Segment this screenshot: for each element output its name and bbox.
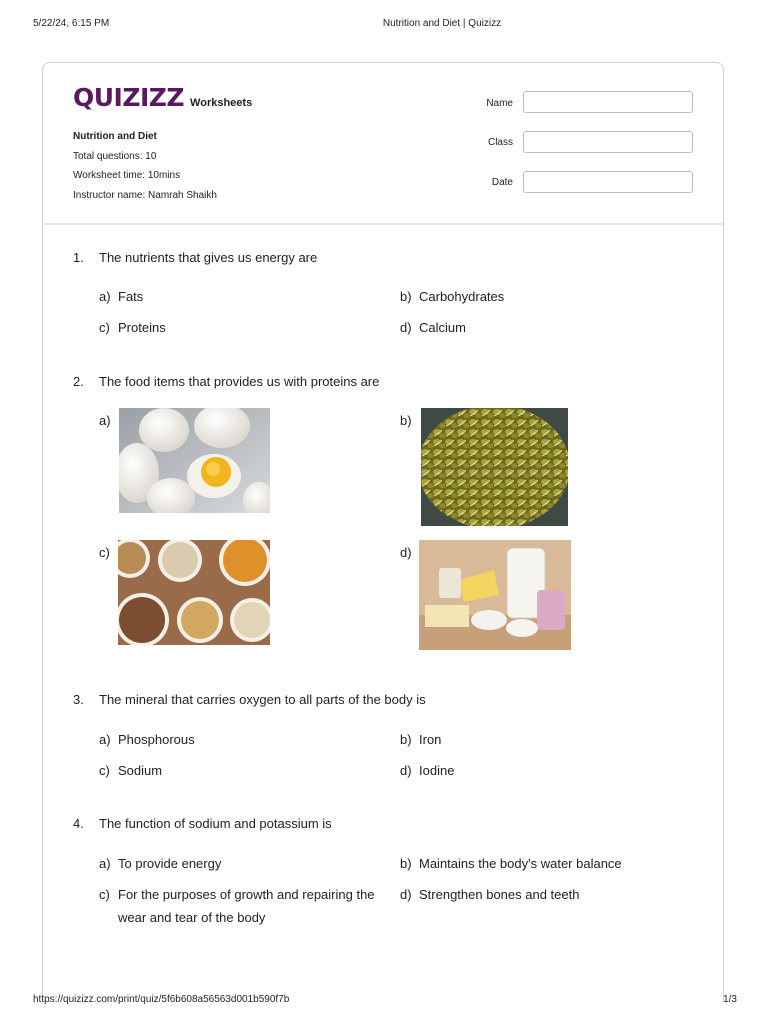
option-letter: d) (400, 320, 412, 335)
option-letter: b) (400, 732, 412, 747)
question-number: 3. (73, 692, 84, 707)
print-page-number: 1/3 (723, 994, 737, 1005)
worksheet-title: Nutrition and Diet (73, 131, 157, 142)
worksheet-meta (73, 127, 217, 205)
option-letter: d) (400, 763, 412, 778)
option-text: Phosphorous (118, 732, 195, 747)
question-text: The food items that provides us with proteins are (99, 374, 380, 389)
option-letter: c) (99, 545, 110, 560)
class-label: Class (487, 137, 513, 148)
sprouted-moong-image (421, 408, 568, 526)
date-field[interactable] (523, 171, 693, 193)
option-letter: c) (99, 887, 110, 902)
option-letter: b) (400, 856, 412, 871)
worksheet-card (42, 62, 724, 1002)
quizizz-logo (73, 83, 252, 112)
print-page-title: Nutrition and Diet | Quizizz (382, 18, 502, 29)
option-text: Calcium (419, 320, 466, 335)
question-number: 1. (73, 250, 84, 265)
logo-wordmark: QUIZIZZ (73, 83, 185, 112)
name-label: Name (486, 98, 513, 109)
worksheet-header (43, 63, 723, 225)
option-text: Strengthen bones and teeth (419, 887, 580, 902)
option-text: Iodine (419, 763, 455, 778)
print-datetime: 5/22/24, 6:15 PM (33, 18, 110, 29)
boiled-eggs-image (119, 408, 270, 513)
question-text: The nutrients that gives us energy are (99, 250, 318, 265)
date-label: Date (491, 177, 513, 188)
print-url: https://quizizz.com/print/quiz/5f6b608a56563d001b590f7b (33, 994, 290, 1005)
option-text: Sodium (118, 763, 163, 778)
option-letter: d) (400, 545, 412, 560)
option-letter: c) (99, 320, 110, 335)
option-text: For the purposes of growth and repairing the wear and tear of the body (118, 887, 375, 925)
worksheet-time: Worksheet time: 10mins (73, 170, 181, 181)
option-text: To provide energy (118, 856, 222, 871)
instructor-name: Instructor name: Namrah Shaikh (73, 189, 217, 201)
option-letter: a) (99, 856, 111, 871)
total-questions: Total questions: 10 (73, 150, 157, 162)
option-text: Iron (419, 732, 442, 747)
cereal-bowls-image (118, 540, 270, 645)
option-text: Fats (118, 289, 144, 304)
option-letter: a) (99, 732, 111, 747)
question-text: The function of sodium and potassium is (99, 816, 332, 831)
option-text: Maintains the body's water balance (419, 856, 622, 871)
option-letter: b) (400, 413, 412, 428)
name-field[interactable] (523, 91, 693, 113)
question-number: 4. (73, 816, 84, 831)
option-letter: d) (400, 887, 412, 902)
option-text: Proteins (118, 320, 166, 335)
class-field[interactable] (523, 131, 693, 153)
dairy-products-image (419, 540, 571, 650)
question-text: The mineral that carries oxygen to all parts of the body is (99, 692, 426, 707)
option-letter: a) (99, 413, 111, 428)
option-letter: a) (99, 289, 111, 304)
option-text: Carbohydrates (419, 289, 505, 304)
option-letter: c) (99, 763, 110, 778)
question-number: 2. (73, 374, 84, 389)
logo-subtitle: Worksheets (190, 97, 253, 109)
option-letter: b) (400, 289, 412, 304)
